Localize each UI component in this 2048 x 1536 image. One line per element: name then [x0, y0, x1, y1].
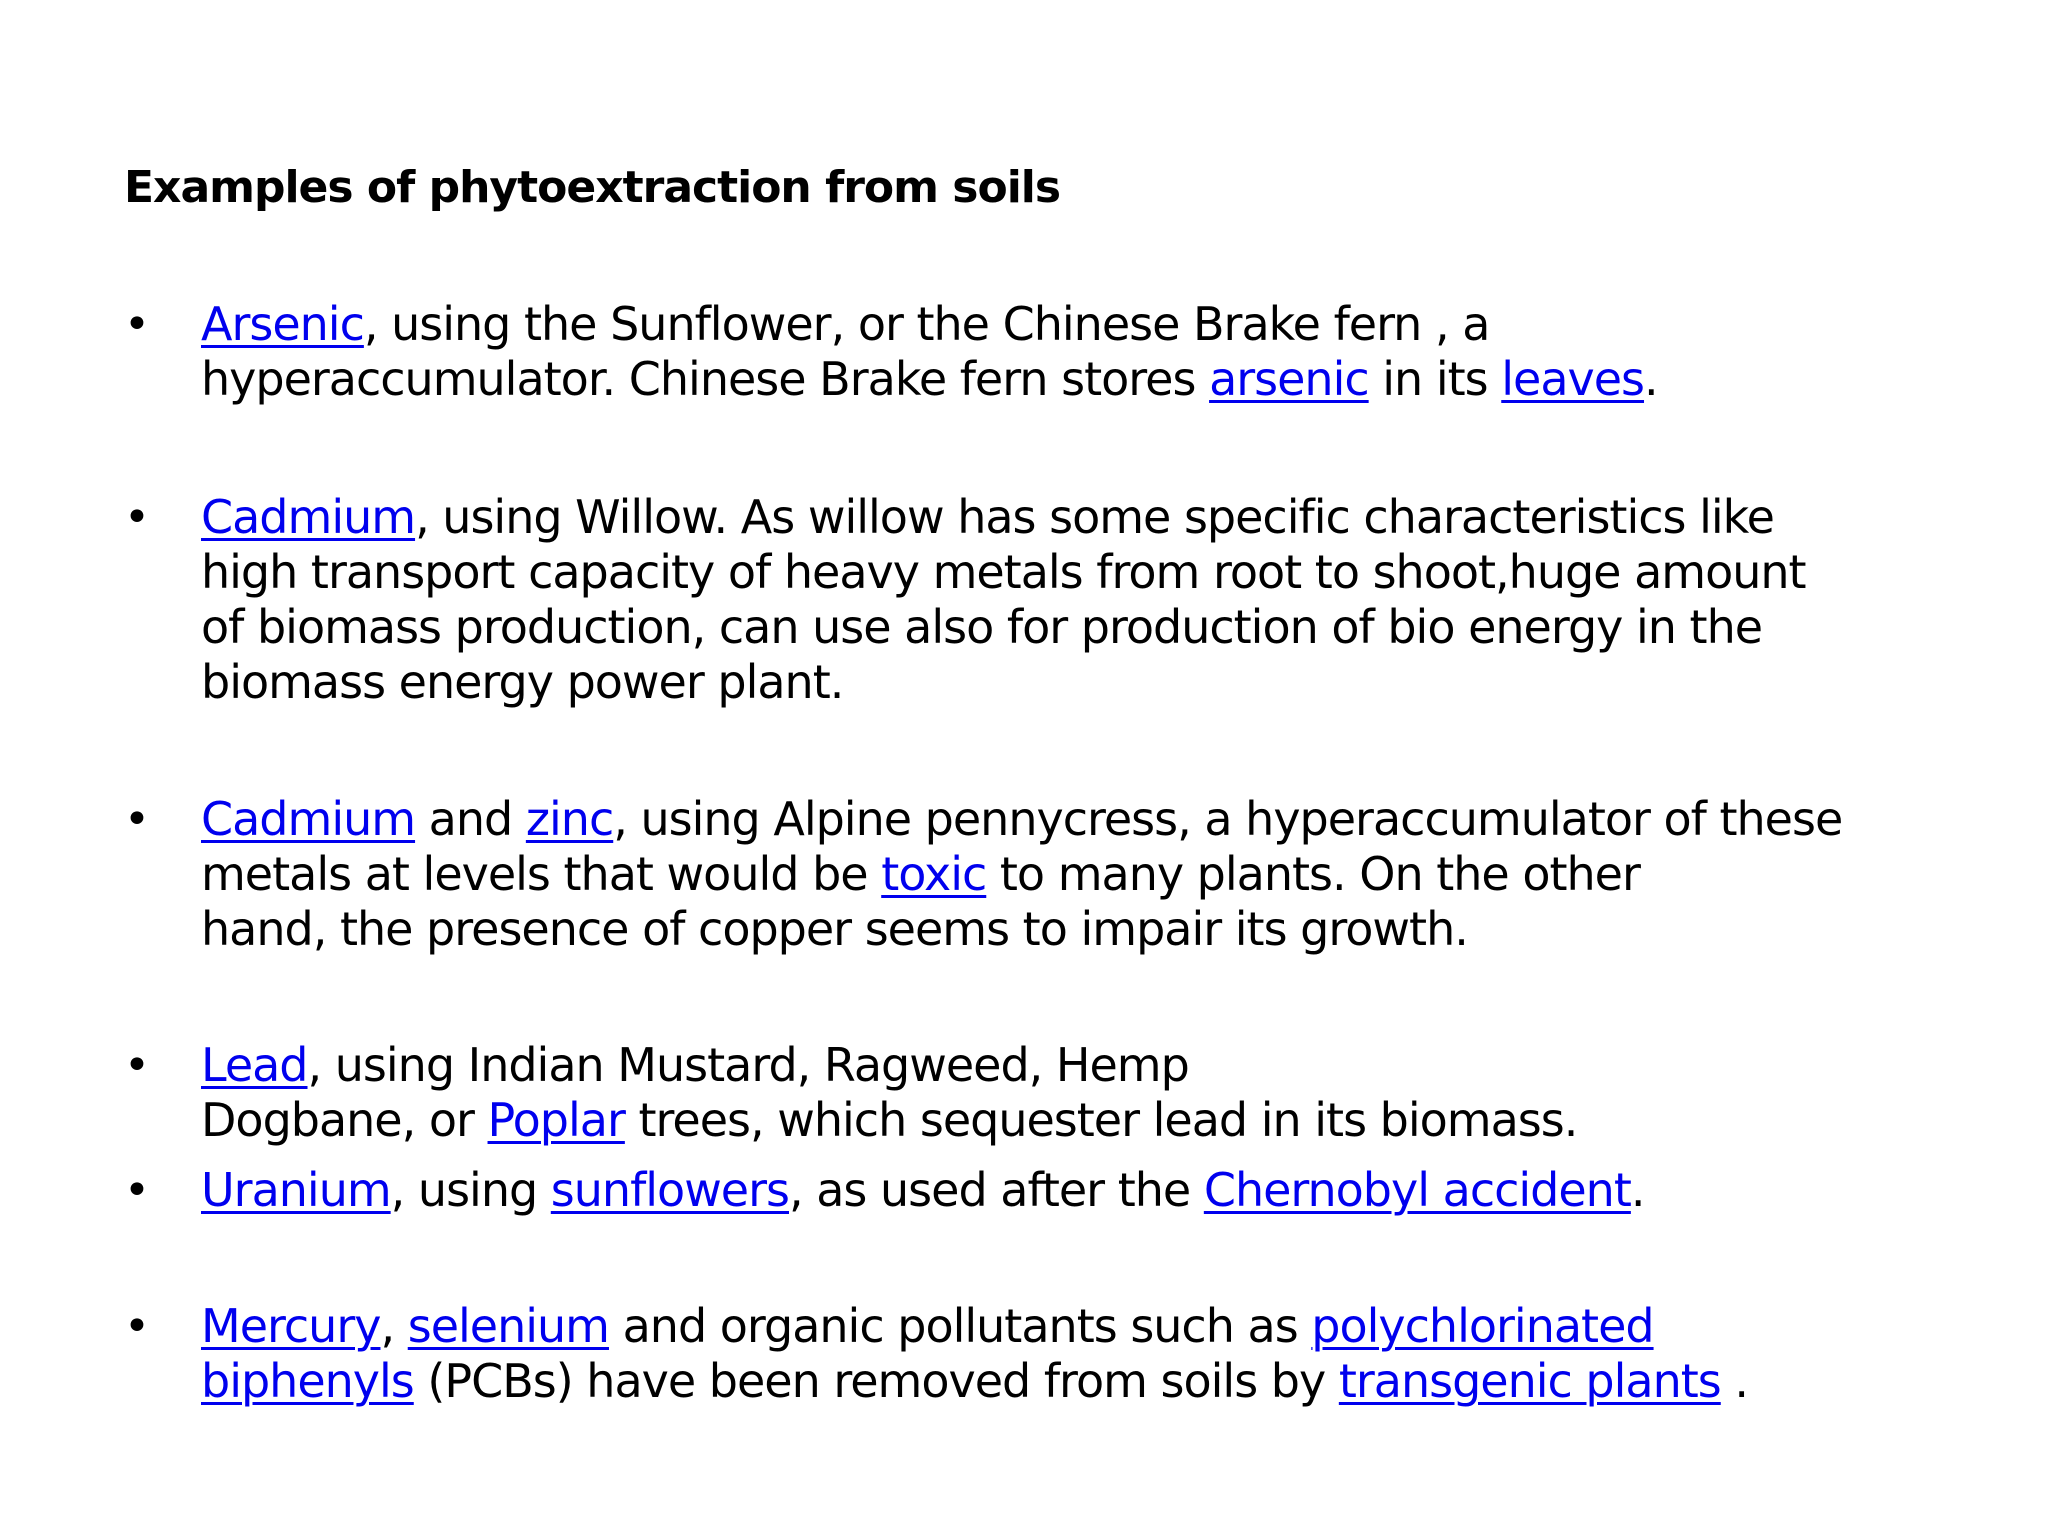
bullet-line — [201, 1354, 1748, 1409]
link-zinc[interactable]: zinc — [525, 792, 614, 846]
link-arsenic[interactable]: Arsenic — [201, 297, 364, 351]
link-cadmium[interactable]: Cadmium — [201, 490, 416, 544]
bullet-text: trees, which sequester lead in its biomass. — [624, 1093, 1578, 1147]
bullet-line — [201, 1038, 1189, 1093]
bullet-text: of biomass production, can use also for production of bio energy in the — [201, 600, 1763, 654]
bullet-line — [201, 1093, 1577, 1148]
link-leaves[interactable]: leaves — [1501, 352, 1645, 406]
bullet-text: in its — [1368, 352, 1502, 406]
bullet-line — [201, 545, 1806, 600]
bullet-line — [201, 352, 1658, 407]
bullet-line — [201, 847, 1640, 902]
bullet-text: hand, the presence of copper seems to impair its growth. — [201, 902, 1468, 956]
bullet-icon: • — [124, 1165, 149, 1216]
bullet-text: , using Alpine pennycress, a hyperaccumulator of these — [613, 792, 1843, 846]
bullet-icon: • — [124, 1040, 149, 1091]
bullet-text: . — [1644, 352, 1658, 406]
bullet-line — [201, 1163, 1645, 1218]
bullet-line — [201, 792, 1842, 847]
slide-title: Examples of phytoextraction from soils — [124, 162, 1061, 213]
bullet-text: , — [380, 1299, 408, 1353]
bullet-text: hyperaccumulator. Chinese Brake fern stores — [201, 352, 1210, 406]
link-sunflowers[interactable]: sunflowers — [550, 1163, 789, 1217]
link-selenium[interactable]: selenium — [407, 1299, 609, 1353]
bullet-line — [201, 490, 1774, 545]
bullet-line — [201, 297, 1489, 352]
link-mercury[interactable]: Mercury — [201, 1299, 381, 1353]
link-cadmium[interactable]: Cadmium — [201, 792, 416, 846]
bullet-text: and organic pollutants such as — [608, 1299, 1312, 1353]
bullet-text: (PCBs) have been removed from soils by — [413, 1354, 1339, 1408]
link-arsenic-lowercase[interactable]: arsenic — [1209, 352, 1369, 406]
link-poplar[interactable]: Poplar — [487, 1093, 625, 1147]
bullet-text: and — [415, 792, 526, 846]
bullet-text: Dogbane, or — [201, 1093, 488, 1147]
link-polychlorinated-biphenyls[interactable]: biphenyls — [201, 1354, 414, 1408]
bullet-icon: • — [124, 492, 149, 543]
link-lead[interactable]: Lead — [201, 1038, 308, 1092]
bullet-text: biomass energy power plant. — [201, 655, 844, 709]
bullet-text: . — [1720, 1354, 1749, 1408]
bullet-icon: • — [124, 794, 149, 845]
link-polychlorinated-biphenyls[interactable]: polychlorinated — [1311, 1299, 1654, 1353]
bullet-text: , as used after the — [789, 1163, 1204, 1217]
link-uranium[interactable]: Uranium — [201, 1163, 391, 1217]
bullet-text: . — [1630, 1163, 1645, 1217]
bullet-text: , using Indian Mustard, Ragweed, Hemp — [307, 1038, 1189, 1092]
link-transgenic-plants[interactable]: transgenic plants — [1338, 1354, 1721, 1408]
bullet-text: , using the Sunflower, or the Chinese Brake fern , a — [363, 297, 1490, 351]
bullet-text: metals at levels that would be — [201, 847, 882, 901]
bullet-line — [201, 655, 843, 710]
bullet-icon: • — [124, 299, 149, 350]
bullet-line — [201, 600, 1762, 655]
bullet-icon: • — [124, 1301, 149, 1352]
link-toxic[interactable]: toxic — [881, 847, 987, 901]
bullet-text: , using Willow. As willow has some specific characteristics like — [415, 490, 1774, 544]
bullet-text: high transport capacity of heavy metals from root to shoot,huge amount — [201, 545, 1806, 599]
bullet-text: , using — [390, 1163, 551, 1217]
bullet-line — [201, 902, 1468, 957]
link-chernobyl-accident[interactable]: Chernobyl accident — [1203, 1163, 1631, 1217]
bullet-line — [201, 1299, 1654, 1354]
bullet-text: to many plants. On the other — [986, 847, 1640, 901]
